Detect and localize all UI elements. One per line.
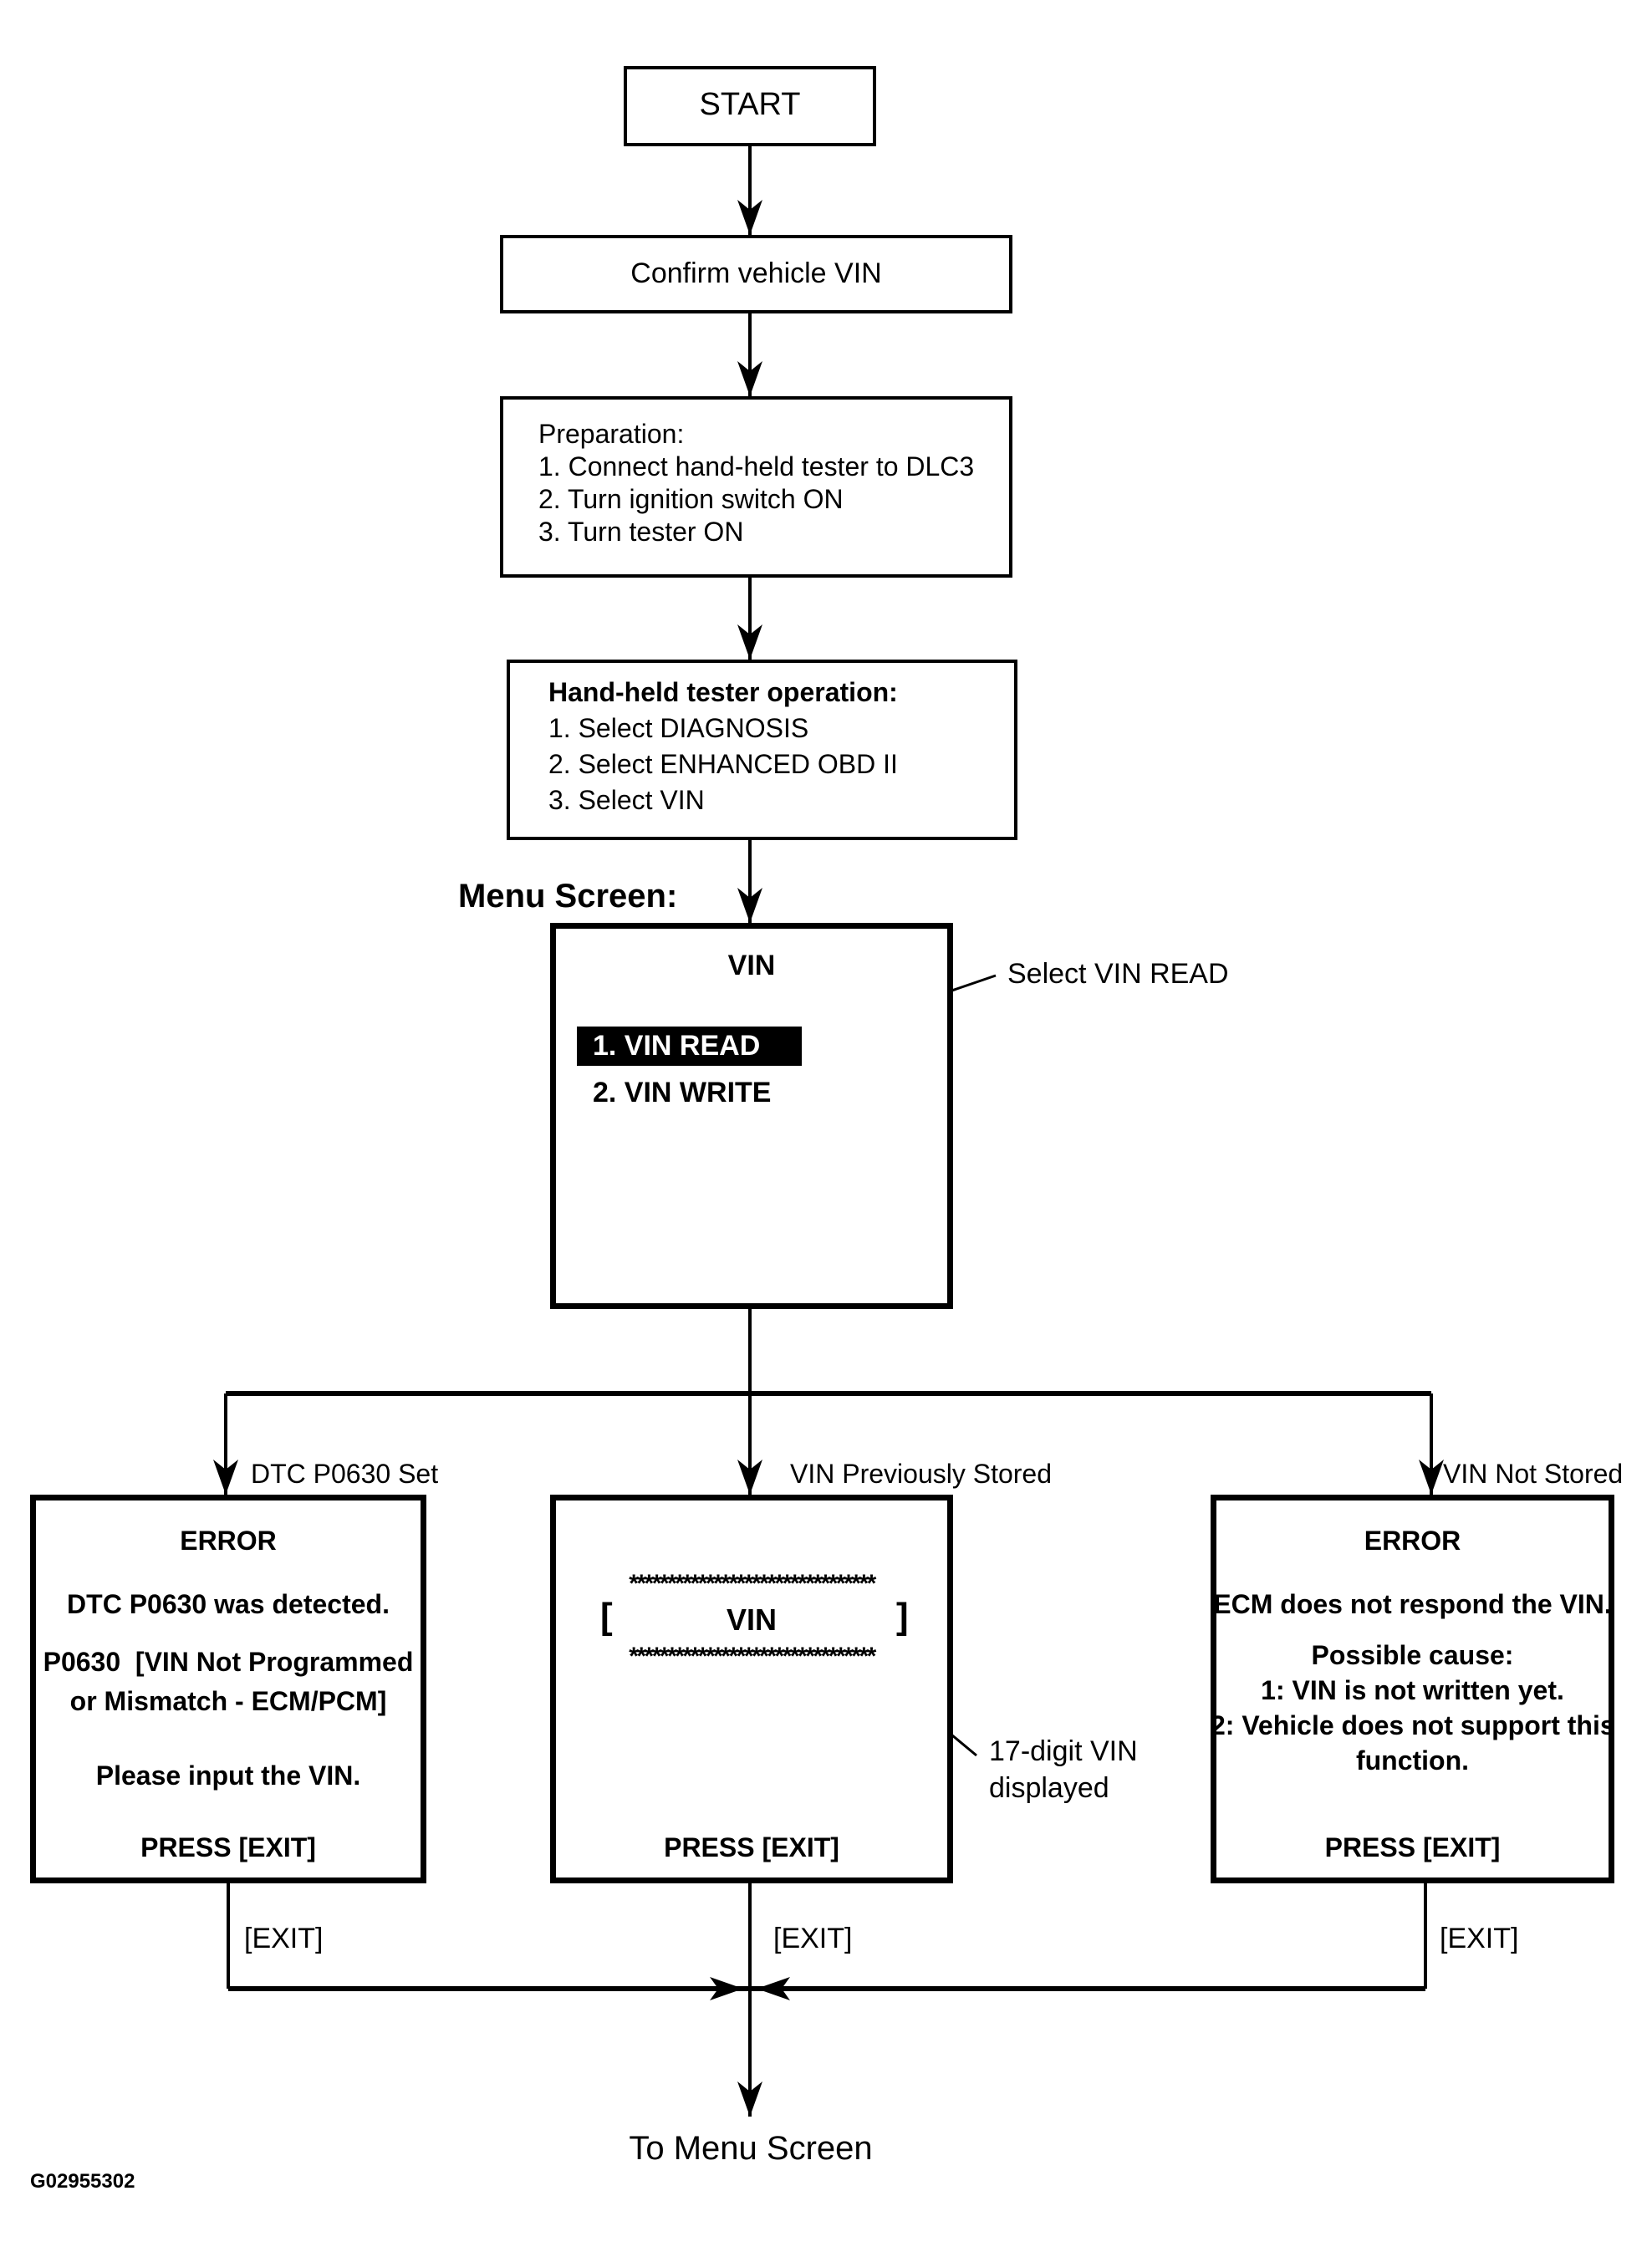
error-ecm-press-exit: PRESS [EXIT] (1324, 1832, 1501, 1862)
tester-operation-title: Hand-held tester operation: (548, 677, 898, 707)
start-label: START (699, 87, 801, 122)
branch-label-vin-stored: VIN Previously Stored (790, 1459, 1053, 1489)
to-menu-screen-label: To Menu Screen (629, 2130, 873, 2167)
vin-display-stars-top: ******************************** (629, 1570, 874, 1597)
preparation-step-1: 1. Connect hand-held tester to DLC3 (538, 451, 975, 481)
tester-step-2: 2. Select ENHANCED OBD II (548, 749, 898, 779)
error-dtc-line4: Please input the VIN. (95, 1760, 361, 1791)
vin-display-press-exit: PRESS [EXIT] (664, 1832, 839, 1862)
vin-display-bracket-close: ] (896, 1596, 909, 1637)
branch-label-dtc-set: DTC P0630 Set (251, 1459, 439, 1489)
figure-id: G02955302 (30, 2170, 135, 2193)
vin-display-vin-label: VIN (726, 1602, 777, 1637)
vin-display-stars-bottom: ******************************** (629, 1643, 874, 1670)
preparation-step-2: 2. Turn ignition switch ON (538, 484, 844, 514)
exit-label-right: [EXIT] (1440, 1923, 1519, 1954)
preparation-title: Preparation: (538, 419, 685, 449)
error-dtc-line2: P0630 [VIN Not Programmed (43, 1647, 414, 1677)
vin-display-bracket-open: [ (600, 1596, 613, 1637)
menu-screen-label: Menu Screen: (458, 878, 678, 915)
error-ecm-cause2: 2: Vehicle does not support this (1211, 1710, 1615, 1740)
tester-operation-text (548, 675, 1012, 818)
error-ecm-cause1: 1: VIN is not written yet. (1261, 1675, 1564, 1705)
tester-step-1: 1. Select DIAGNOSIS (548, 713, 809, 743)
error-dtc-title: ERROR (180, 1526, 277, 1556)
error-dtc-line1: DTC P0630 was detected. (67, 1589, 390, 1619)
error-ecm-line1: ECM does not respond the VIN. (1213, 1589, 1612, 1619)
vin-digits-callout-line2: displayed (989, 1772, 1109, 1804)
vin-menu-title: VIN (727, 950, 776, 981)
vin-digits-callout-line1: 17-digit VIN (989, 1735, 1138, 1767)
menu-item-vin-write[interactable]: 2. VIN WRITE (593, 1077, 772, 1108)
menu-item-vin-read[interactable]: 1. VIN READ (577, 1027, 802, 1066)
error-ecm-cause2b: function. (1355, 1745, 1470, 1776)
error-dtc-line3: or Mismatch - ECM/PCM] (69, 1686, 387, 1716)
preparation-step-3: 3. Turn tester ON (538, 517, 744, 547)
error-ecm-title: ERROR (1364, 1526, 1461, 1556)
confirm-vin-label: Confirm vehicle VIN (630, 257, 882, 289)
exit-label-middle: [EXIT] (773, 1923, 853, 1954)
select-vin-read-callout: Select VIN READ (1007, 958, 1229, 990)
tester-step-3: 3. Select VIN (548, 785, 705, 815)
exit-label-left: [EXIT] (244, 1923, 324, 1954)
error-ecm-cause-title: Possible cause: (1311, 1640, 1514, 1670)
vin-display-box (550, 1495, 953, 1883)
preparation-text (538, 418, 1007, 548)
error-dtc-press-exit: PRESS [EXIT] (140, 1832, 316, 1862)
branch-label-vin-not-stored: VIN Not Stored (1443, 1459, 1624, 1489)
